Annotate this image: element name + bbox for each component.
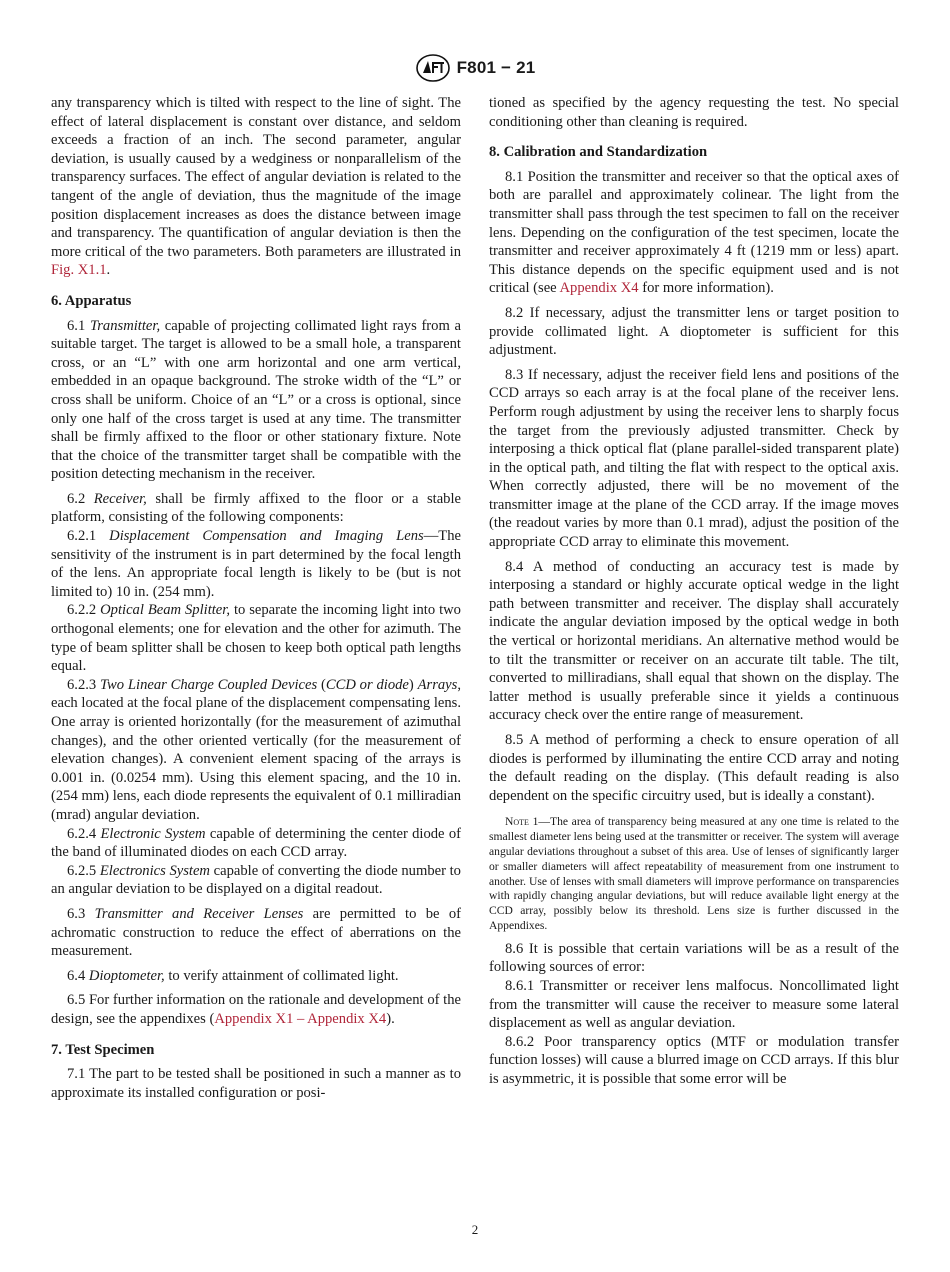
paragraph: 8.6.1 Transmitter or receiver lens malfocus. Noncollimated light from the transmitter will cause the receiver to measure some lateral displacement as well as angular deviation.	[489, 977, 899, 1032]
paragraph: 8.3 If necessary, adjust the receiver field lens and positions of the CCD arrays so each array is at the focal plane of the receiver lens. Perform rough adjustment by using the receiver lens to sharply focus the target from the previously adjusted transmitter. Check by interposing a thick optical flat (plane parallel-sided transparent plate) in the optical path, and tilting the flat with respect to the optical axis. When correctly adjusted, there will be no movement of the transmitter image at the plane of the CCD array. If the image moves (the readout varies by more than 0.1 mrad), adjust the position of the appropriate CCD array to eliminate this movement.	[489, 366, 899, 551]
paragraph: 6.3 Transmitter and Receiver Lenses are permitted to be of achromatic construction to reduce the effect of aberrations on the measurement.	[51, 905, 461, 960]
right-column	[489, 94, 899, 1089]
appendix-link[interactable]: Appendix X4	[559, 280, 639, 297]
paragraph: 6.2.5 Electronics System capable of converting the diode number to an angular deviation to be displayed on a digital readout.	[51, 862, 461, 898]
section-heading-apparatus: 6. Apparatus	[51, 292, 132, 309]
paragraph: 8.6.2 Poor transparency optics (MTF or modulation transfer function losses) will cause a blurred image on CCD arrays. If this blur is asymmetric, it is possible that some error will be	[489, 1033, 899, 1087]
figure-link[interactable]: Fig. X1.1	[51, 262, 107, 279]
paragraph: 6.2 Receiver, shall be firmly affixed to the floor or a stable platform, consisting of the following components:	[51, 490, 462, 526]
note-paragraph: Note 1—The area of transparency being measured at any one time is related to the smallest diameter lens being used at the transmitter or receiver. The system will average angular deviations throughout a subset of this area. Use of lenses of significantly larger or smaller diameters will affect repeatability of measurement from one instrument to another. Use of lenses with small diameters will improve performance on transparencies with rapidly changing angular deviations, but will reduce available light energy at the CCD array, possibly below its threshold. Lens size is further discussed in the Appendixes.	[489, 815, 899, 932]
paragraph: 6.2.4 Electronic System capable of determining the center diode of the band of illuminated diodes on each CCD array.	[51, 825, 461, 861]
paragraph: 6.2.1 Displacement Compensation and Imaging Lens—The sensitivity of the instrument is in part determined by the focal length of the lens. An appropriate focal length is likely to be (but is not limited to) 10 in. (254 mm).	[51, 528, 461, 600]
paragraph: any transparency which is tilted with respect to the line of sight. The effect of lateral displacement is constant over distance, and seldom exceeds a fraction of an inch. The second parameter, angular deviation, is usually caused by a wedginess or nonparallelism of the transparency surfaces. The effect of angular deviation is related to the tangent of the angle of deviation, thus the magnitude of the image position displacement increases as does the distance between image and transparency. The quantification of angular deviation is then the more critical of the two parameters. Both parameters are illustrated in Fig. X1.1.	[51, 95, 461, 279]
page-number: 2	[471, 1222, 479, 1237]
paragraph: 6.2.2 Optical Beam Splitter, to separate the incoming light into two orthogonal elements; one for elevation and the other for azimuth. The type of beam splitter shall be chosen to keep both optical path lengths equal.	[51, 602, 461, 675]
paragraph: 6.1 Transmitter, capable of projecting collimated light rays from a suitable target. The target is allowed to be a small hole, a transparent cross, or an “L” with one arm horizontal and one arm vertical, embedded in an opaque background. The stroke width of the “L” or cross shall be uniform. Choice of an “L” or a cross is optional, since only one half of the cross target is used at any time. The transmitter shall be firmly affixed to the floor or other stationary fixture. Note that the choice of the transmitter target shall be compatible with the position detecting mechanism in the receiver.	[51, 317, 461, 483]
section-heading-test-specimen: 7. Test Specimen	[51, 1041, 155, 1058]
astm-logo-icon	[415, 53, 451, 83]
left-column	[51, 94, 461, 1102]
page-header	[0, 52, 950, 84]
paragraph: 6.4 Dioptometer, to verify attainment of collimated light.	[67, 967, 399, 984]
section-heading-calibration: 8. Calibration and Standardization	[489, 144, 708, 161]
document-designation: F801 − 21	[456, 58, 536, 77]
paragraph: tioned as specified by the agency requesting the test. No special conditioning other than cleaning is required.	[489, 95, 899, 130]
appendix-link[interactable]: Appendix X1 – Appendix X4	[214, 1010, 387, 1027]
paragraph: 8.4 A method of conducting an accuracy test is made by interposing a standard or highly accurate optical wedge in the light path between transmitter and receiver. The display shall accurately indicate the angular deviation imposed by the optical wedge in both the vertical or horizontal meridians. An alternative method would be to tilt the transmitter or receiver on an accurate tilt table. The tilt, converted to milliradians, shall equal that shown on the display. The latter method is usually preferable since it yields a continuous accuracy check over the entire range of measurement.	[489, 558, 899, 724]
paragraph: 6.2.3 Two Linear Charge Coupled Devices (CCD or diode) Arrays, each located at the focal plane of the displacement compensating lens. One array is oriented horizontally (for the measurement of azimuthal changes), and the other oriented vertically (for the measurement of elevation changes). A convenient element spacing of the arrays is 0.001 in. (0.0254 mm). Using this element spacing, and the 10 in. (254 mm) lens, each diode represents the equivalent of 0.1 milliradian (mrad) angular deviation.	[51, 676, 461, 823]
paragraph: 7.1 The part to be tested shall be positioned in such a manner as to approximate its installed configuration or posi-	[51, 1066, 461, 1101]
paragraph: 8.6 It is possible that certain variations will be as a result of the following sources of error:	[489, 940, 899, 976]
paragraph: 8.1 Position the transmitter and receiver so that the optical axes of both are parallel and approximately colinear. The light from the transmitter shall pass through the test specimen to fall on the receiver lens. Depending on the configuration of the test specimen, locate the transmitter and receiver approximately 4 ft (1219 mm or less) apart. This distance depends on the specific equipment used and is not critical (see Appendix X4 for more information).	[489, 168, 899, 297]
paragraph: 6.5 For further information on the rationale and development of the design, see the appendixes (Appendix X1 – Appendix X4).	[51, 992, 461, 1027]
paragraph: 8.2 If necessary, adjust the transmitter lens or target position to provide collimated light. A dioptometer is sufficient for this adjustment.	[489, 304, 899, 359]
paragraph: 8.5 A method of performing a check to ensure operation of all diodes is performed by illuminating the entire CCD array and noting the default reading on the display. (This default reading is also dependent on the specific circuitry used, but is ideally a constant).	[489, 732, 899, 804]
